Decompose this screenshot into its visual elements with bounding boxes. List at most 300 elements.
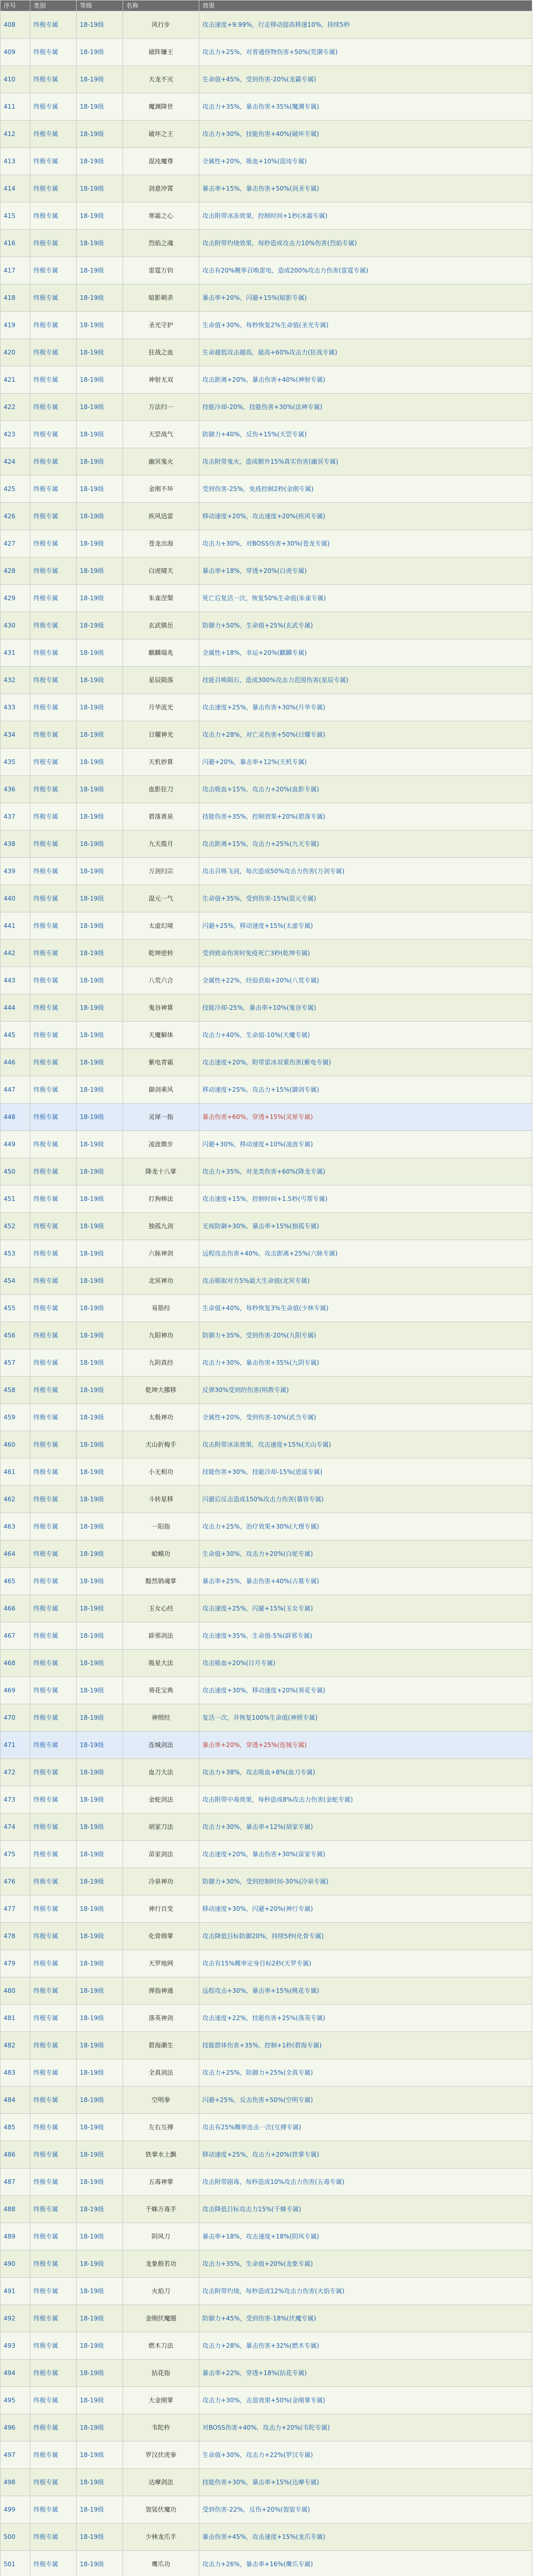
cell-id[interactable]: 432 (1, 667, 30, 694)
cell-id[interactable]: 442 (1, 940, 30, 967)
cell-name[interactable]: 蛤蟆功 (123, 1540, 199, 1568)
cell-id[interactable]: 471 (1, 1732, 30, 1759)
cell-id[interactable]: 447 (1, 1076, 30, 1104)
cell-effect[interactable]: 暴击率+15%，暴击伤害+50%(剑圣专属) (199, 175, 532, 202)
cell-name[interactable]: 神射无双 (123, 366, 199, 394)
cell-effect[interactable]: 攻击距离+15%，攻击力+25%(九天专属) (199, 831, 532, 858)
cell-name[interactable]: 凌波微步 (123, 1131, 199, 1158)
cell-name[interactable]: 小无相功 (123, 1459, 199, 1486)
cell-name[interactable]: 韦陀杵 (123, 2414, 199, 2442)
cell-level[interactable]: 18-19级 (77, 2469, 123, 2496)
cell-quality[interactable]: 终极专属 (30, 2523, 77, 2551)
cell-effect[interactable]: 攻击附带中毒效果，每秒造成8%攻击力伤害(金蛇专属) (199, 1786, 532, 1814)
cell-level[interactable]: 18-19级 (77, 148, 123, 175)
cell-id[interactable]: 456 (1, 1322, 30, 1349)
cell-id[interactable]: 414 (1, 175, 30, 202)
cell-name[interactable]: 少林龙爪手 (123, 2523, 199, 2551)
cell-level[interactable]: 18-19级 (77, 476, 123, 503)
cell-quality[interactable]: 终极专属 (30, 2387, 77, 2414)
cell-level[interactable]: 18-19级 (77, 1131, 123, 1158)
cell-effect[interactable]: 防御力+40%，反伤+15%(天罡专属) (199, 421, 532, 448)
cell-effect[interactable]: 攻击力+25%，治疗效果+30%(大理专属) (199, 1513, 532, 1540)
cell-quality[interactable]: 终极专属 (30, 831, 77, 858)
cell-name[interactable]: 弹指神通 (123, 1977, 199, 2005)
cell-id[interactable]: 479 (1, 1950, 30, 1977)
cell-quality[interactable]: 终极专属 (30, 257, 77, 284)
cell-effect[interactable]: 攻击速度+20%，暴击伤害+30%(苗家专属) (199, 1841, 532, 1868)
cell-name[interactable]: 斗转星移 (123, 1486, 199, 1513)
header-quality[interactable]: 类别 (30, 1, 77, 11)
cell-effect[interactable]: 技能伤害+30%，暴击率+15%(达摩专属) (199, 2469, 532, 2496)
cell-effect[interactable]: 攻击力+28%，暴击伤害+32%(燃木专属) (199, 2332, 532, 2360)
cell-name[interactable]: 万法归一 (123, 394, 199, 421)
cell-quality[interactable]: 终极专属 (30, 1022, 77, 1049)
cell-effect[interactable]: 攻击吸血+15%，攻击力+20%(血影专属) (199, 776, 532, 803)
cell-level[interactable]: 18-19级 (77, 1704, 123, 1732)
cell-name[interactable]: 全真剑法 (123, 2059, 199, 2087)
cell-level[interactable]: 18-19级 (77, 1022, 123, 1049)
cell-id[interactable]: 470 (1, 1704, 30, 1732)
cell-effect[interactable]: 攻击速度+22%，技能伤害+25%(落英专属) (199, 2005, 532, 2032)
cell-quality[interactable]: 终极专属 (30, 175, 77, 202)
cell-quality[interactable]: 终极专属 (30, 1431, 77, 1459)
cell-level[interactable]: 18-19级 (77, 93, 123, 121)
cell-name[interactable]: 九天揽月 (123, 831, 199, 858)
cell-level[interactable]: 18-19级 (77, 1814, 123, 1841)
cell-name[interactable]: 冷泉神功 (123, 1868, 199, 1895)
cell-quality[interactable]: 终极专属 (30, 93, 77, 121)
cell-id[interactable]: 486 (1, 2141, 30, 2168)
cell-name[interactable]: 神行百变 (123, 1895, 199, 1923)
cell-quality[interactable]: 终极专属 (30, 366, 77, 394)
cell-level[interactable]: 18-19级 (77, 339, 123, 366)
cell-quality[interactable]: 终极专属 (30, 202, 77, 230)
cell-effect[interactable]: 受到伤害-22%，反伤+20%(袈裟专属) (199, 2496, 532, 2523)
cell-level[interactable]: 18-19级 (77, 994, 123, 1022)
cell-effect[interactable]: 攻击附带灼烧效果，每秒造成攻击力10%伤害(烈焰专属) (199, 230, 532, 257)
cell-quality[interactable]: 终极专属 (30, 940, 77, 967)
cell-id[interactable]: 427 (1, 530, 30, 557)
cell-name[interactable]: 龙象般若功 (123, 2250, 199, 2278)
header-id[interactable]: 序号 (1, 1, 30, 11)
cell-effect[interactable]: 死亡后复活一次，恢复50%生命值(朱雀专属) (199, 585, 532, 612)
cell-name[interactable]: 月华流光 (123, 694, 199, 721)
cell-id[interactable]: 423 (1, 421, 30, 448)
cell-id[interactable]: 476 (1, 1868, 30, 1895)
cell-id[interactable]: 465 (1, 1568, 30, 1595)
cell-level[interactable]: 18-19级 (77, 1650, 123, 1677)
cell-quality[interactable]: 终极专属 (30, 2087, 77, 2114)
cell-id[interactable]: 484 (1, 2087, 30, 2114)
cell-level[interactable]: 18-19级 (77, 1049, 123, 1076)
cell-id[interactable]: 436 (1, 776, 30, 803)
cell-name[interactable]: 连城剑法 (123, 1732, 199, 1759)
cell-name[interactable]: 血刀大法 (123, 1759, 199, 1786)
cell-id[interactable]: 449 (1, 1131, 30, 1158)
cell-quality[interactable]: 终极专属 (30, 2223, 77, 2250)
cell-level[interactable]: 18-19级 (77, 694, 123, 721)
cell-effect[interactable]: 全属性+20%，受到伤害-10%(武当专属) (199, 1404, 532, 1431)
cell-name[interactable]: 阴风刀 (123, 2223, 199, 2250)
cell-quality[interactable]: 终极专属 (30, 1977, 77, 2005)
cell-quality[interactable]: 终极专属 (30, 1349, 77, 1377)
cell-name[interactable]: 葵花宝典 (123, 1677, 199, 1704)
cell-level[interactable]: 18-19级 (77, 858, 123, 885)
cell-effect[interactable]: 攻击附带冰冻效果，攻击速度+15%(天山专属) (199, 1431, 532, 1459)
cell-id[interactable]: 499 (1, 2496, 30, 2523)
cell-name[interactable]: 吸星大法 (123, 1650, 199, 1677)
cell-effect[interactable]: 生命越低攻击越高，最高+60%攻击力(狂战专属) (199, 339, 532, 366)
cell-level[interactable]: 18-19级 (77, 284, 123, 312)
cell-name[interactable]: 朱雀涅槃 (123, 585, 199, 612)
cell-effect[interactable]: 攻击力+35%，暴击伤害+35%(魔渊专属) (199, 93, 532, 121)
cell-effect[interactable]: 闪避+30%，移动速度+10%(凌波专属) (199, 1131, 532, 1158)
cell-name[interactable]: 达摩剑法 (123, 2469, 199, 2496)
cell-name[interactable]: 金蛇剑法 (123, 1786, 199, 1814)
cell-id[interactable]: 498 (1, 2469, 30, 2496)
cell-quality[interactable]: 终极专属 (30, 1868, 77, 1895)
cell-level[interactable]: 18-19级 (77, 1977, 123, 2005)
cell-quality[interactable]: 终极专属 (30, 694, 77, 721)
cell-effect[interactable]: 受到伤害-25%，免疫控制2秒(金刚专属) (199, 476, 532, 503)
cell-effect[interactable]: 对BOSS伤害+40%，攻击力+20%(韦陀专属) (199, 2414, 532, 2442)
cell-name[interactable]: 血影狂刀 (123, 776, 199, 803)
cell-id[interactable]: 466 (1, 1595, 30, 1622)
cell-level[interactable]: 18-19级 (77, 831, 123, 858)
cell-id[interactable]: 485 (1, 2114, 30, 2141)
cell-quality[interactable]: 终极专属 (30, 39, 77, 66)
cell-name[interactable]: 太虚幻境 (123, 912, 199, 940)
cell-quality[interactable]: 终极专属 (30, 530, 77, 557)
cell-name[interactable]: 破坏之王 (123, 121, 199, 148)
cell-quality[interactable]: 终极专属 (30, 2496, 77, 2523)
cell-quality[interactable]: 终极专属 (30, 1650, 77, 1677)
cell-level[interactable]: 18-19级 (77, 312, 123, 339)
cell-quality[interactable]: 终极专属 (30, 1568, 77, 1595)
cell-level[interactable]: 18-19级 (77, 1540, 123, 1568)
cell-level[interactable]: 18-19级 (77, 230, 123, 257)
cell-effect[interactable]: 闪避后反击造成150%攻击力伤害(慕容专属) (199, 1486, 532, 1513)
cell-name[interactable]: 寒霜之心 (123, 202, 199, 230)
cell-quality[interactable]: 终极专属 (30, 1240, 77, 1267)
cell-id[interactable]: 443 (1, 967, 30, 994)
cell-effect[interactable]: 暴击率+18%，穿透+20%(白虎专属) (199, 557, 532, 585)
cell-level[interactable]: 18-19级 (77, 721, 123, 749)
cell-quality[interactable]: 终极专属 (30, 1513, 77, 1540)
cell-quality[interactable]: 终极专属 (30, 2005, 77, 2032)
cell-id[interactable]: 492 (1, 2305, 30, 2332)
cell-id[interactable]: 418 (1, 284, 30, 312)
cell-effect[interactable]: 全属性+22%，经验获取+20%(八荒专属) (199, 967, 532, 994)
cell-effect[interactable]: 生命值+40%，每秒恢复3%生命值(少林专属) (199, 1295, 532, 1322)
cell-quality[interactable]: 终极专属 (30, 1841, 77, 1868)
cell-name[interactable]: 幽冥鬼火 (123, 448, 199, 476)
cell-quality[interactable]: 终极专属 (30, 394, 77, 421)
cell-name[interactable]: 疾风迅雷 (123, 503, 199, 530)
cell-level[interactable]: 18-19级 (77, 967, 123, 994)
cell-effect[interactable]: 攻击距离+20%，暴击伤害+40%(神射专属) (199, 366, 532, 394)
cell-level[interactable]: 18-19级 (77, 1349, 123, 1377)
cell-name[interactable]: 狂战之血 (123, 339, 199, 366)
cell-effect[interactable]: 暴击伤害+60%，穿透+15%(灵犀专属) (199, 1104, 532, 1131)
cell-level[interactable]: 18-19级 (77, 1568, 123, 1595)
cell-name[interactable]: 化骨绵掌 (123, 1923, 199, 1950)
cell-effect[interactable]: 攻击吸血+20%(日月专属) (199, 1650, 532, 1677)
cell-id[interactable]: 415 (1, 202, 30, 230)
cell-level[interactable]: 18-19级 (77, 749, 123, 776)
cell-effect[interactable]: 技能伤害+30%，技能冷却-15%(逍遥专属) (199, 1459, 532, 1486)
cell-name[interactable]: 天罗地网 (123, 1950, 199, 1977)
cell-quality[interactable]: 终极专属 (30, 421, 77, 448)
cell-level[interactable]: 18-19级 (77, 1459, 123, 1486)
cell-quality[interactable]: 终极专属 (30, 2250, 77, 2278)
cell-effect[interactable]: 技能群体伤害+35%，控制+1秒(碧海专属) (199, 2032, 532, 2059)
cell-level[interactable]: 18-19级 (77, 1267, 123, 1295)
cell-id[interactable]: 453 (1, 1240, 30, 1267)
cell-level[interactable]: 18-19级 (77, 1622, 123, 1650)
cell-id[interactable]: 408 (1, 11, 30, 39)
cell-id[interactable]: 483 (1, 2059, 30, 2087)
cell-id[interactable]: 489 (1, 2223, 30, 2250)
cell-quality[interactable]: 终极专属 (30, 2114, 77, 2141)
cell-name[interactable]: 日耀神光 (123, 721, 199, 749)
cell-effect[interactable]: 暴击率+18%，攻击速度+18%(阴风专属) (199, 2223, 532, 2250)
header-effect[interactable]: 效果 (199, 1, 532, 11)
cell-quality[interactable]: 终极专属 (30, 749, 77, 776)
cell-effect[interactable]: 暴击伤害+45%，攻击速度+15%(龙爪专属) (199, 2523, 532, 2551)
cell-effect[interactable]: 攻击速度+20%，附带雷冰双重伤害(紫电专属) (199, 1049, 532, 1076)
cell-quality[interactable]: 终极专属 (30, 11, 77, 39)
cell-effect[interactable]: 闪避+20%，暴击率+12%(天机专属) (199, 749, 532, 776)
cell-name[interactable]: 天罡战气 (123, 421, 199, 448)
cell-effect[interactable]: 攻击速度+25%，暴击伤害+30%(月华专属) (199, 694, 532, 721)
cell-id[interactable]: 478 (1, 1923, 30, 1950)
cell-name[interactable]: 火焰刀 (123, 2278, 199, 2305)
cell-effect[interactable]: 攻击速度+35%，生命值-5%(辟邪专属) (199, 1622, 532, 1650)
cell-effect[interactable]: 攻击力+30%，暴击伤害+35%(九阴专属) (199, 1349, 532, 1377)
cell-level[interactable]: 18-19级 (77, 2305, 123, 2332)
cell-quality[interactable]: 终极专属 (30, 230, 77, 257)
cell-quality[interactable]: 终极专属 (30, 2414, 77, 2442)
cell-id[interactable]: 473 (1, 1786, 30, 1814)
cell-name[interactable]: 九阴真经 (123, 1349, 199, 1377)
cell-id[interactable]: 431 (1, 639, 30, 667)
cell-name[interactable]: 万剑归宗 (123, 858, 199, 885)
cell-id[interactable]: 419 (1, 312, 30, 339)
cell-id[interactable]: 448 (1, 1104, 30, 1131)
cell-effect[interactable]: 生命值+35%，受到伤害-15%(混元专属) (199, 885, 532, 912)
cell-id[interactable]: 495 (1, 2387, 30, 2414)
cell-id[interactable]: 488 (1, 2196, 30, 2223)
cell-id[interactable]: 500 (1, 2523, 30, 2551)
cell-id[interactable]: 474 (1, 1814, 30, 1841)
cell-effect[interactable]: 闪避+25%，反击伤害+50%(空明专属) (199, 2087, 532, 2114)
cell-id[interactable]: 430 (1, 612, 30, 639)
cell-name[interactable]: 左右互搏 (123, 2114, 199, 2141)
cell-level[interactable]: 18-19级 (77, 2168, 123, 2196)
cell-id[interactable]: 482 (1, 2032, 30, 2059)
cell-id[interactable]: 452 (1, 1213, 30, 1240)
cell-name[interactable]: 苗家剑法 (123, 1841, 199, 1868)
cell-quality[interactable]: 终极专属 (30, 612, 77, 639)
cell-effect[interactable]: 生命值+45%，受到伤害-20%(龙霸专属) (199, 66, 532, 93)
cell-level[interactable]: 18-19级 (77, 1076, 123, 1104)
cell-quality[interactable]: 终极专属 (30, 557, 77, 585)
cell-level[interactable]: 18-19级 (77, 585, 123, 612)
cell-id[interactable]: 412 (1, 121, 30, 148)
cell-id[interactable]: 434 (1, 721, 30, 749)
cell-id[interactable]: 446 (1, 1049, 30, 1076)
cell-id[interactable]: 426 (1, 503, 30, 530)
cell-quality[interactable]: 终极专属 (30, 2360, 77, 2387)
cell-level[interactable]: 18-19级 (77, 1377, 123, 1404)
cell-id[interactable]: 480 (1, 1977, 30, 2005)
cell-level[interactable]: 18-19级 (77, 1185, 123, 1213)
cell-quality[interactable]: 终极专属 (30, 1322, 77, 1349)
cell-quality[interactable]: 终极专属 (30, 2196, 77, 2223)
cell-id[interactable]: 437 (1, 803, 30, 831)
cell-quality[interactable]: 终极专属 (30, 912, 77, 940)
cell-level[interactable]: 18-19级 (77, 1158, 123, 1185)
cell-name[interactable]: 星辰陨落 (123, 667, 199, 694)
cell-quality[interactable]: 终极专属 (30, 1677, 77, 1704)
cell-quality[interactable]: 终极专属 (30, 1923, 77, 1950)
cell-quality[interactable]: 终极专属 (30, 503, 77, 530)
cell-id[interactable]: 445 (1, 1022, 30, 1049)
cell-name[interactable]: 灵犀一指 (123, 1104, 199, 1131)
cell-level[interactable]: 18-19级 (77, 1868, 123, 1895)
cell-effect[interactable]: 生命值+30%，每秒恢复2%生命值(圣光专属) (199, 312, 532, 339)
cell-name[interactable]: 剑意冲霄 (123, 175, 199, 202)
cell-quality[interactable]: 终极专属 (30, 2442, 77, 2469)
cell-name[interactable]: 空明拳 (123, 2087, 199, 2114)
cell-quality[interactable]: 终极专属 (30, 312, 77, 339)
cell-quality[interactable]: 终极专属 (30, 448, 77, 476)
cell-effect[interactable]: 受到致命伤害时免疫死亡3秒(乾坤专属) (199, 940, 532, 967)
cell-quality[interactable]: 终极专属 (30, 1704, 77, 1732)
cell-name[interactable]: 黯然销魂掌 (123, 1568, 199, 1595)
cell-name[interactable]: 暗影刺杀 (123, 284, 199, 312)
cell-id[interactable]: 463 (1, 1513, 30, 1540)
header-level[interactable]: 等级 (77, 1, 123, 11)
cell-level[interactable]: 18-19级 (77, 2360, 123, 2387)
cell-id[interactable]: 481 (1, 2005, 30, 2032)
cell-level[interactable]: 18-19级 (77, 2114, 123, 2141)
cell-level[interactable]: 18-19级 (77, 1486, 123, 1513)
cell-name[interactable]: 麒麟瑞兆 (123, 639, 199, 667)
cell-effect[interactable]: 移动速度+20%，攻击速度+20%(疾风专属) (199, 503, 532, 530)
cell-level[interactable]: 18-19级 (77, 776, 123, 803)
cell-quality[interactable]: 终极专属 (30, 1759, 77, 1786)
cell-quality[interactable]: 终极专属 (30, 1049, 77, 1076)
cell-effect[interactable]: 攻击速度+30%，移动速度+20%(葵花专属) (199, 1677, 532, 1704)
cell-name[interactable]: 混沌魔尊 (123, 148, 199, 175)
cell-quality[interactable]: 终极专属 (30, 585, 77, 612)
cell-effect[interactable]: 无视防御+30%，暴击率+15%(独孤专属) (199, 1213, 532, 1240)
cell-level[interactable]: 18-19级 (77, 66, 123, 93)
cell-effect[interactable]: 技能冷却-25%，暴击率+10%(鬼谷专属) (199, 994, 532, 1022)
cell-name[interactable]: 苍龙出海 (123, 530, 199, 557)
cell-effect[interactable]: 复活一次，并恢复100%生命值(神照专属) (199, 1704, 532, 1732)
cell-effect[interactable]: 攻击召唤飞剑，每次造成50%攻击力伤害(万剑专属) (199, 858, 532, 885)
cell-quality[interactable]: 终极专属 (30, 2305, 77, 2332)
cell-level[interactable]: 18-19级 (77, 912, 123, 940)
cell-id[interactable]: 491 (1, 2278, 30, 2305)
cell-name[interactable]: 太极神功 (123, 1404, 199, 1431)
cell-name[interactable]: 乾坤逆转 (123, 940, 199, 967)
cell-name[interactable]: 圣光守护 (123, 312, 199, 339)
cell-id[interactable]: 451 (1, 1185, 30, 1213)
cell-name[interactable]: 降龙十八掌 (123, 1158, 199, 1185)
cell-id[interactable]: 467 (1, 1622, 30, 1650)
cell-level[interactable]: 18-19级 (77, 1431, 123, 1459)
cell-id[interactable]: 411 (1, 93, 30, 121)
cell-level[interactable]: 18-19级 (77, 1786, 123, 1814)
cell-quality[interactable]: 终极专属 (30, 994, 77, 1022)
cell-quality[interactable]: 终极专属 (30, 1540, 77, 1568)
cell-effect[interactable]: 攻击速度+9.99%，行走移动提高移速10%，持续5秒 (199, 11, 532, 39)
cell-id[interactable]: 438 (1, 831, 30, 858)
cell-quality[interactable]: 终极专属 (30, 2469, 77, 2496)
cell-name[interactable]: 乾坤大挪移 (123, 1377, 199, 1404)
cell-level[interactable]: 18-19级 (77, 1295, 123, 1322)
cell-level[interactable]: 18-19级 (77, 121, 123, 148)
cell-quality[interactable]: 终极专属 (30, 858, 77, 885)
cell-quality[interactable]: 终极专属 (30, 2278, 77, 2305)
cell-level[interactable]: 18-19级 (77, 1404, 123, 1431)
cell-quality[interactable]: 终极专属 (30, 1104, 77, 1131)
cell-effect[interactable]: 暴击率+20%，穿透+25%(连城专属) (199, 1732, 532, 1759)
cell-level[interactable]: 18-19级 (77, 1677, 123, 1704)
cell-name[interactable]: 九阳神功 (123, 1322, 199, 1349)
cell-quality[interactable]: 终极专属 (30, 1459, 77, 1486)
cell-quality[interactable]: 终极专属 (30, 1213, 77, 1240)
cell-effect[interactable]: 攻击力+25%，防御力+25%(全真专属) (199, 2059, 532, 2087)
cell-effect[interactable]: 防御力+30%，受到控制时间-30%(冷泉专属) (199, 1868, 532, 1895)
header-name[interactable]: 名称 (123, 1, 199, 11)
cell-id[interactable]: 468 (1, 1650, 30, 1677)
cell-effect[interactable]: 远程攻击伤害+40%，攻击距离+25%(六脉专属) (199, 1240, 532, 1267)
cell-level[interactable]: 18-19级 (77, 11, 123, 39)
cell-quality[interactable]: 终极专属 (30, 1622, 77, 1650)
cell-id[interactable]: 493 (1, 2332, 30, 2360)
cell-name[interactable]: 落英神剑 (123, 2005, 199, 2032)
cell-id[interactable]: 458 (1, 1377, 30, 1404)
cell-effect[interactable]: 攻击力+30%，击退效果+50%(金刚掌专属) (199, 2387, 532, 2414)
cell-level[interactable]: 18-19级 (77, 2414, 123, 2442)
cell-effect[interactable]: 攻击有15%概率定身目标2秒(天罗专属) (199, 1950, 532, 1977)
cell-effect[interactable]: 攻击力+26%，暴击率+16%(鹰爪专属) (199, 2551, 532, 2576)
cell-id[interactable]: 457 (1, 1349, 30, 1377)
cell-name[interactable]: 天龙不灭 (123, 66, 199, 93)
cell-level[interactable]: 18-19级 (77, 639, 123, 667)
cell-quality[interactable]: 终极专属 (30, 1131, 77, 1158)
cell-id[interactable]: 421 (1, 366, 30, 394)
cell-effect[interactable]: 攻击附带灼烧，每秒造成12%攻击力伤害(火焰专属) (199, 2278, 532, 2305)
cell-effect[interactable]: 攻击降低目标攻击力15%(千蛛专属) (199, 2196, 532, 2223)
cell-name[interactable]: 八荒六合 (123, 967, 199, 994)
cell-name[interactable]: 大金刚掌 (123, 2387, 199, 2414)
cell-name[interactable]: 紫电青霜 (123, 1049, 199, 1076)
cell-level[interactable]: 18-19级 (77, 39, 123, 66)
cell-effect[interactable]: 防御力+50%，生命值+25%(玄武专属) (199, 612, 532, 639)
cell-id[interactable]: 425 (1, 476, 30, 503)
cell-effect[interactable]: 技能冷却-20%，技能伤害+30%(法神专属) (199, 394, 532, 421)
cell-id[interactable]: 460 (1, 1431, 30, 1459)
cell-name[interactable]: 烈焰之魂 (123, 230, 199, 257)
cell-effect[interactable]: 远程攻击+30%，暴击率+15%(桃花专属) (199, 1977, 532, 2005)
cell-level[interactable]: 18-19级 (77, 202, 123, 230)
